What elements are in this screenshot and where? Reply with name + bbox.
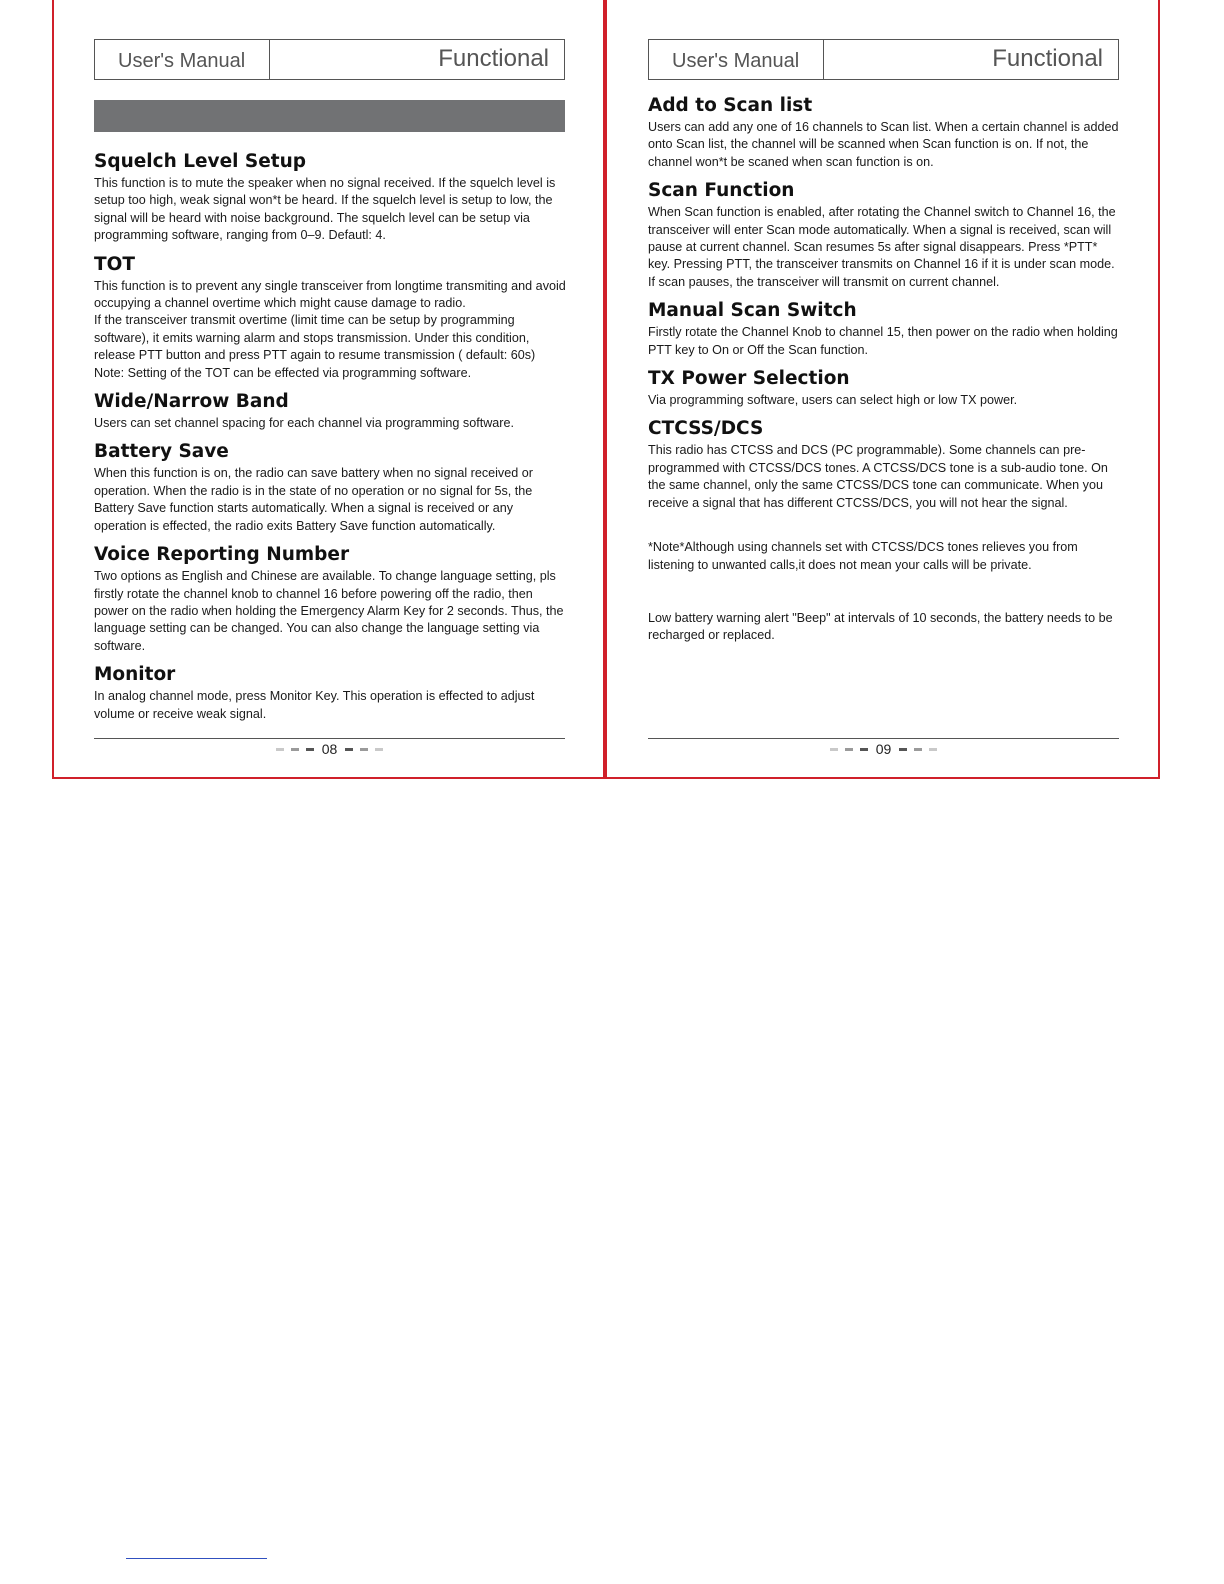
dash-icon <box>345 748 353 751</box>
section-title: TOT <box>94 253 135 275</box>
dash-icon <box>306 748 314 751</box>
right-content <box>648 95 1120 645</box>
dash-icon <box>845 748 853 751</box>
section-title: Battery Save <box>94 441 229 463</box>
section-title: Wide/Narrow Band <box>94 391 289 413</box>
section-text: In analog channel mode, press Monitor Key. This operation is effected to adjust volume or receive weak signal. <box>94 689 535 721</box>
section-wide-narrow <box>94 391 566 432</box>
section-text: Users can add any one of 16 channels to Scan list. When a certain channel is added onto Scan list, the channel will be scanned when Scan function is on. If not, the channel won*t be scaned when scan function is on. <box>648 120 1119 169</box>
section-tx-power <box>648 368 1120 409</box>
footer-divider <box>648 738 1119 739</box>
section-text: If the transceiver transmit overtime (limit time can be setup by programming software), it emits warning alarm and stops transmission. Under this condition, release PTT button and press PTT again to resume transmission ( default: 60s) <box>94 313 536 363</box>
dash-icon <box>929 748 937 751</box>
section-add-scan-list <box>648 95 1120 171</box>
page-number-indicator <box>94 741 565 757</box>
section-text: This radio has CTCSS and DCS (PC programmable). Some channels can pre-programmed with CTCSS/DCS tones. A CTCSS/DCS tone is a sub-audio tone. On the same channel, only the same CTCSS/DCS tone can communicate. When you receive a signal that has different CTCSS/DCS, you will not hear the signal. <box>648 443 1108 510</box>
page-number: 09 <box>875 741 892 757</box>
section-scan-function <box>648 180 1120 291</box>
dash-icon <box>291 748 299 751</box>
left-content <box>94 151 566 732</box>
section-text: Two options as English and Chinese are available. To change language setting, pls firstly rotate the channel knob to channel 16 before powering off the radio, then power on the radio when holding the Emergency Alarm Key for 2 seconds. Thus, the language setting can be changed. You can also change the language setting via software. <box>94 569 564 653</box>
page-header <box>648 39 1119 80</box>
section-battery-save <box>94 441 566 535</box>
section-text: This function is to prevent any single transceiver from longtime transmiting and avoid occupying a channel overtime which might cause damage to radio. <box>94 278 566 311</box>
section-title: Scan Function <box>648 180 795 202</box>
section-text: Via programming software, users can select high or low TX power. <box>648 393 1018 408</box>
page-08 <box>52 0 605 779</box>
section-text: Firstly rotate the Channel Knob to channel 15, then power on the radio when holding PTT key to On or Off the Scan function. <box>648 325 1118 357</box>
section-tot <box>94 254 566 382</box>
ctcss-note: *Note*Although using channels set with CTCSS/DCS tones relieves you from listening to unwanted calls,it does not mean your calls will be private. <box>648 540 1078 572</box>
section-title: Voice Reporting Number <box>94 544 350 566</box>
section-title: Add to Scan list <box>648 95 813 116</box>
section-monitor <box>94 664 566 723</box>
low-battery-warning: Low battery warning alert "Beep" at intervals of 10 seconds, the battery needs to be recharged or replaced. <box>648 610 1113 643</box>
section-text: When Scan function is enabled, after rotating the Channel switch to Channel 16, the transceiver will enter Scan mode automatically. When a signal is received, scan will pause at current channel. Scan resumes 5s after signal disappears. Press *PTT* key. Pressing PTT, the transceiver transmits on Channel 16 if it is under scan mode. If scan pauses, the transceiver will transmit on current channel. <box>648 205 1116 289</box>
dash-icon <box>375 748 383 751</box>
section-gray-bar <box>94 100 565 132</box>
footer-divider <box>94 738 565 739</box>
section-title: Monitor <box>94 664 176 686</box>
section-title: TX Power Selection <box>648 368 850 390</box>
section-title: CTCSS/DCS <box>648 418 764 440</box>
dash-icon <box>914 748 922 751</box>
header-manual-label: User's Manual <box>95 40 270 79</box>
section-text: Note: Setting of the TOT can be effected via programming software. <box>94 365 472 380</box>
dash-icon <box>860 748 868 751</box>
section-text: Users can set channel spacing for each channel via programming software. <box>94 416 515 431</box>
section-text: This function is to mute the speaker when no signal received. If the squelch level is setup too high, weak signal won*t be heard. If the squelch level is setup to low, the signal will be heard with noise background. The squelch level can be setup via programming software, ranging from 0–9. Defautl: 4. <box>94 176 556 243</box>
section-voice-reporting <box>94 544 566 655</box>
section-squelch <box>94 151 566 245</box>
section-text: When this function is on, the radio can save battery when no signal received or operation. When the radio is in the state of no operation or no signal for 5s, the Battery Save function starts automatically. When a signal is received or any operation is effected, the radio exits Battery Save function automatically. <box>94 466 533 533</box>
page-number: 08 <box>321 741 338 757</box>
header-section-label: Functional <box>438 45 549 72</box>
dash-icon <box>360 748 368 751</box>
header-manual-label: User's Manual <box>649 40 824 79</box>
dash-icon <box>899 748 907 751</box>
dash-icon <box>276 748 284 751</box>
page-header <box>94 39 565 80</box>
section-title: Squelch Level Setup <box>94 151 307 172</box>
header-section-label: Functional <box>992 45 1103 72</box>
section-manual-scan <box>648 300 1120 359</box>
page-09 <box>605 0 1160 779</box>
dash-icon <box>830 748 838 751</box>
page-number-indicator <box>648 741 1119 757</box>
bottom-link-underline[interactable] <box>126 1558 267 1559</box>
section-title: Manual Scan Switch <box>648 300 857 322</box>
section-ctcss-dcs <box>648 418 1120 512</box>
